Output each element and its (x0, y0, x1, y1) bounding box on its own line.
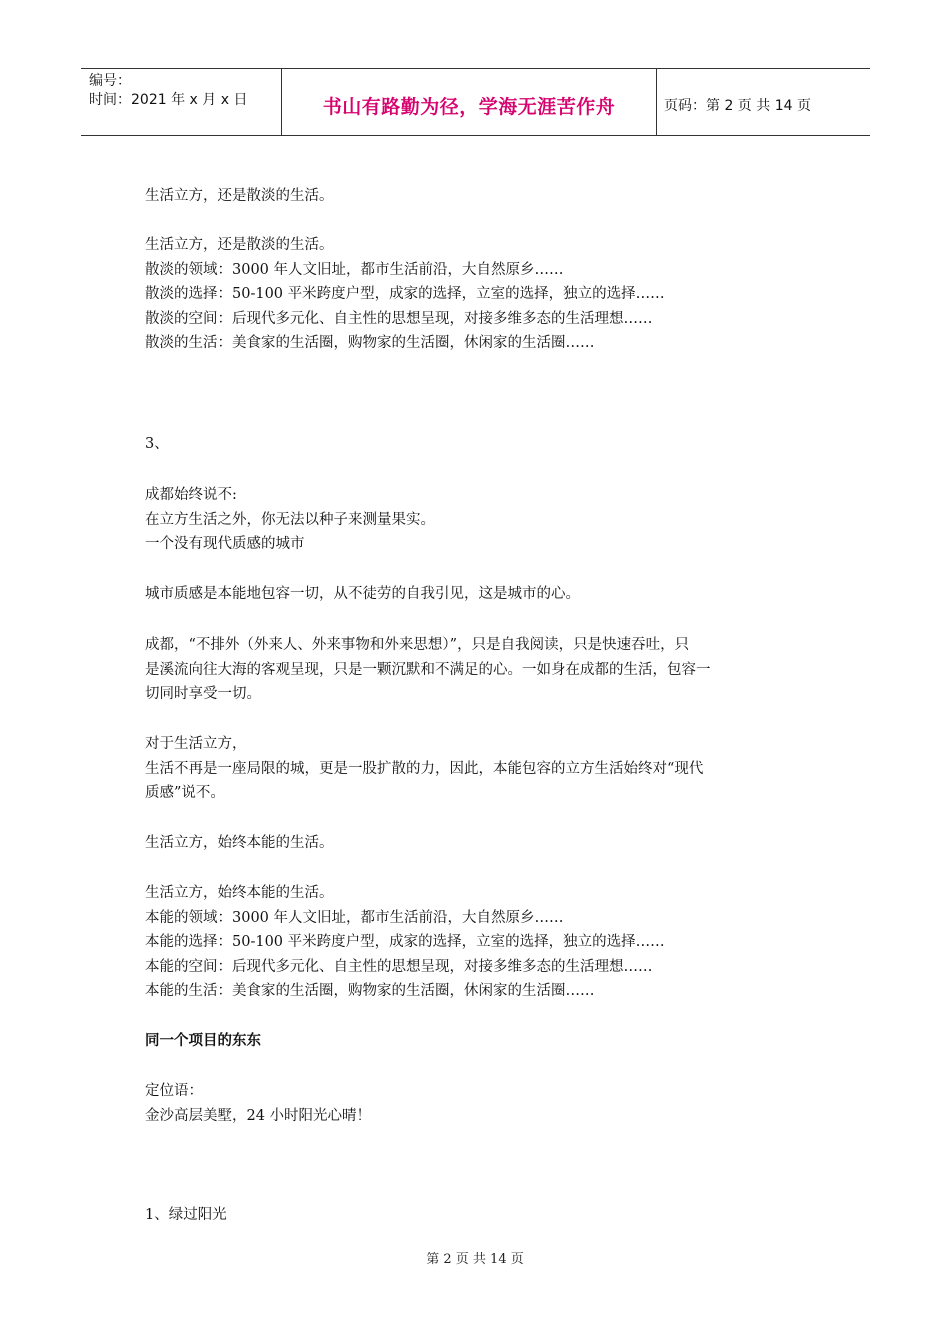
text-line: 散淡的选择：50-100 平米跨度户型，成家的选择，立室的选择，独立的选择…… (145, 286, 665, 302)
text-line: 本能的领域：3000 年人文旧址，都市生活前沿，大自然原乡…… (145, 909, 564, 926)
header-divider (656, 69, 657, 135)
text-line: 1、绿过阳光 (145, 1207, 227, 1223)
text-line: 成都始终说不: (145, 487, 237, 503)
paragraph (145, 881, 805, 1004)
section-number (145, 432, 805, 457)
paragraph (145, 633, 805, 707)
text-line: 成都，“不排外（外来人、外来事物和外来思想）”，只是自我阅读，只是快速吞吐，只 (145, 637, 690, 653)
text-line: 散淡的空间：后现代多元化、自主性的思想呈现，对接多维多态的生活理想…… (145, 310, 653, 327)
text-line: 3、 (145, 436, 169, 452)
text-line: 生活立方，还是散淡的生活。 (145, 237, 334, 253)
number-label: 编号： (89, 73, 131, 89)
text-line: 在立方生活之外，你无法以种子来测量果实。 (145, 511, 435, 528)
paragraph (145, 582, 805, 607)
text-line: 本能的空间：后现代多元化、自主性的思想呈现，对接多维多态的生活理想…… (145, 958, 653, 975)
heading-text: 同一个项目的东东 (145, 1033, 261, 1049)
text-line: 散淡的领域：3000 年人文旧址，都市生活前沿，大自然原乡…… (145, 261, 564, 278)
paragraph (145, 184, 805, 209)
paragraph (145, 732, 805, 806)
text-line: 对于生活立方， (145, 736, 247, 752)
text-line: 生活立方，始终本能的生活。 (145, 885, 334, 901)
paragraph (145, 483, 805, 557)
text-line: 本能的选择：50-100 平米跨度户型，成家的选择，立室的选择，独立的选择…… (145, 934, 665, 950)
section-heading (145, 1029, 805, 1054)
paragraph (145, 233, 805, 356)
time-label: 时间：2021 年 x 月 x 日 (89, 92, 248, 108)
text-line: 生活不再是一座局限的城，更是一股扩散的力，因此，本能包容的立方生活始终对“现代 (145, 760, 704, 777)
text-line: 定位语： (145, 1083, 203, 1099)
paragraph (145, 831, 805, 856)
section-number (145, 1203, 805, 1228)
page-footer: 第 2 页 共 14 页 (426, 1252, 524, 1267)
paragraph (145, 1079, 805, 1128)
header-page-info: 页码：第 2 页 共 14 页 (664, 98, 811, 114)
text-line: 生活立方，始终本能的生活。 (145, 835, 334, 851)
text-line: 本能的生活：美食家的生活圈，购物家的生活圈，休闲家的生活圈…… (145, 983, 595, 999)
text-line: 质感”说不。 (145, 785, 225, 801)
header-motto: 书山有路勤为径，学海无涯苦作舟 (322, 96, 616, 118)
page-header (81, 68, 870, 136)
text-line: 城市质感是本能地包容一切，从不徒劳的自我引见，这是城市的心。 (145, 586, 580, 602)
header-meta (89, 72, 247, 110)
text-line: 散淡的生活：美食家的生活圈，购物家的生活圈，休闲家的生活圈…… (145, 335, 595, 351)
text-line: 生活立方，还是散淡的生活。 (145, 188, 334, 204)
text-line: 一个没有现代质感的城市 (145, 536, 305, 552)
text-line: 是溪流向往大海的客观呈现，只是一颗沉默和不满足的心。一如身在成都的生活，包容一 (145, 661, 711, 678)
text-line: 金沙高层美墅，24 小时阳光心晴！ (145, 1107, 372, 1124)
text-line: 切同时享受一切。 (145, 686, 261, 702)
